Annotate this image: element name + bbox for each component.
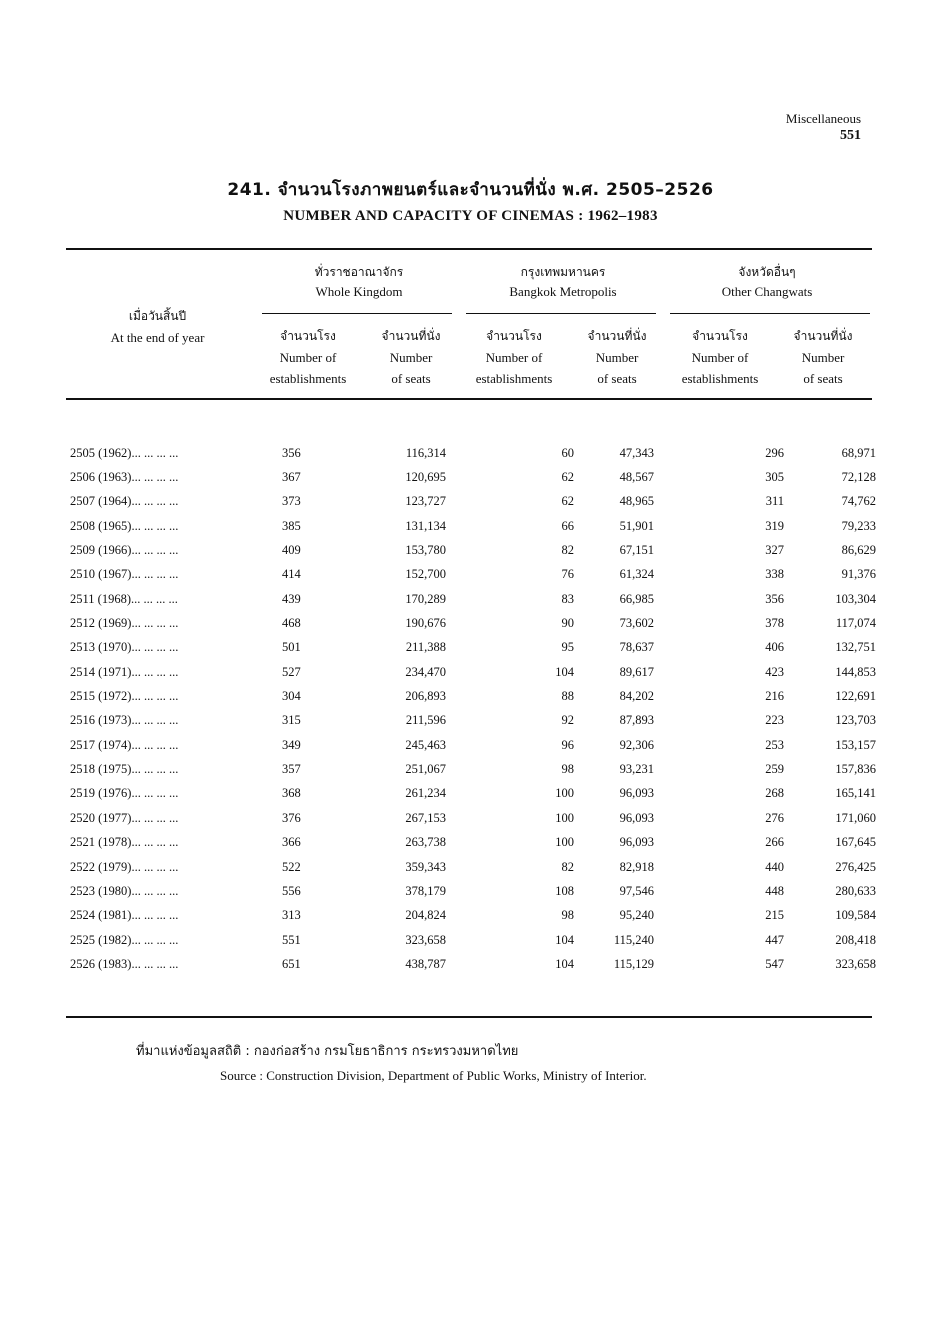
cell-wk-est: 376: [282, 810, 301, 825]
row-year: 2514 (1971)... ... ... ...: [70, 664, 179, 679]
table-row: [70, 587, 876, 611]
cell-oth-seats: 157,836: [835, 762, 876, 777]
page-header: [786, 110, 861, 144]
table-row: [70, 490, 876, 514]
cell-bkk-seats: 61,324: [619, 567, 654, 582]
cell-wk-seats: 245,463: [405, 737, 446, 752]
table-row: [70, 684, 876, 708]
cell-wk-seats: 323,658: [405, 932, 446, 947]
cell-oth-seats: 167,645: [835, 835, 876, 850]
cell-bkk-seats: 67,151: [619, 543, 654, 558]
cell-wk-est: 313: [282, 908, 301, 923]
cell-wk-est: 368: [282, 786, 301, 801]
cell-bkk-est: 96: [561, 737, 574, 752]
table-row: [70, 757, 876, 781]
cell-bkk-seats: 48,567: [619, 470, 654, 485]
cell-oth-est: 423: [765, 664, 784, 679]
cell-oth-est: 276: [765, 810, 784, 825]
cell-wk-seats: 170,289: [405, 591, 446, 606]
cell-bkk-est: 66: [561, 518, 574, 533]
row-year: 2519 (1976)... ... ... ...: [70, 786, 179, 801]
cell-bkk-est: 83: [561, 591, 574, 606]
row-year: 2518 (1975)... ... ... ...: [70, 762, 179, 777]
cell-oth-seats: 103,304: [835, 591, 876, 606]
table-row: [70, 538, 876, 562]
cell-oth-seats: 109,584: [835, 908, 876, 923]
row-year: 2525 (1982)... ... ... ...: [70, 932, 179, 947]
cell-wk-seats: 152,700: [405, 567, 446, 582]
cell-oth-seats: 208,418: [835, 932, 876, 947]
cell-wk-est: 468: [282, 616, 301, 631]
cell-oth-est: 305: [765, 470, 784, 485]
cell-wk-est: 556: [282, 883, 301, 898]
header-rule: [66, 398, 872, 400]
cell-wk-seats: 131,134: [405, 518, 446, 533]
cell-oth-seats: 91,376: [841, 567, 876, 582]
row-year: 2512 (1969)... ... ... ...: [70, 616, 179, 631]
row-year: 2524 (1981)... ... ... ...: [70, 908, 179, 923]
cell-bkk-seats: 96,093: [619, 835, 654, 850]
cell-oth-seats: 276,425: [835, 859, 876, 874]
cell-oth-est: 319: [765, 518, 784, 533]
cell-oth-est: 268: [765, 786, 784, 801]
table-row: [70, 952, 876, 976]
row-year: 2510 (1967)... ... ... ...: [70, 567, 179, 582]
group-rule-bangkok: [466, 313, 656, 314]
table-row: [70, 733, 876, 757]
table-row: [70, 514, 876, 538]
cell-bkk-seats: 115,129: [613, 956, 654, 971]
cell-wk-est: 356: [282, 445, 301, 460]
cell-wk-seats: 211,596: [405, 713, 446, 728]
cell-bkk-est: 62: [561, 494, 574, 509]
cell-bkk-seats: 96,093: [619, 786, 654, 801]
cell-oth-est: 311: [765, 494, 784, 509]
footer-rule: [66, 1016, 872, 1018]
cell-wk-seats: 378,179: [405, 883, 446, 898]
cell-bkk-est: 104: [555, 664, 574, 679]
cell-wk-seats: 263,738: [405, 835, 446, 850]
cell-bkk-seats: 87,893: [619, 713, 654, 728]
cell-bkk-seats: 82,918: [619, 859, 654, 874]
cell-bkk-est: 100: [555, 810, 574, 825]
cell-wk-seats: 120,695: [405, 470, 446, 485]
cell-wk-seats: 438,787: [405, 956, 446, 971]
cell-wk-est: 349: [282, 737, 301, 752]
cell-oth-est: 327: [765, 543, 784, 558]
cell-bkk-est: 82: [561, 859, 574, 874]
cell-oth-est: 266: [765, 835, 784, 850]
cell-bkk-est: 108: [555, 883, 574, 898]
cell-oth-seats: 323,658: [835, 956, 876, 971]
col-header-bkk-seats: จำนวนที่นั่ง Number of seats: [587, 329, 647, 386]
table-row: [70, 660, 876, 684]
cell-oth-est: 378: [765, 616, 784, 631]
cinema-data-table: [70, 441, 876, 977]
table-title-english: NUMBER AND CAPACITY OF CINEMAS : 1962–1983: [283, 208, 658, 224]
table-row: [70, 465, 876, 489]
row-year: 2520 (1977)... ... ... ...: [70, 810, 179, 825]
table-row: [70, 928, 876, 952]
cell-wk-est: 651: [282, 956, 301, 971]
row-year: 2526 (1983)... ... ... ...: [70, 956, 179, 971]
row-year: 2522 (1979)... ... ... ...: [70, 859, 179, 874]
cell-bkk-est: 100: [555, 835, 574, 850]
cell-wk-est: 439: [282, 591, 301, 606]
cell-wk-est: 414: [282, 567, 301, 582]
table-row: [70, 563, 876, 587]
cell-wk-est: 373: [282, 494, 301, 509]
cell-wk-seats: 204,824: [405, 908, 446, 923]
group-rule-other-changwats: [670, 313, 870, 314]
cell-oth-seats: 132,751: [835, 640, 876, 655]
cell-bkk-est: 98: [561, 762, 574, 777]
cell-wk-seats: 251,067: [405, 762, 446, 777]
year-header-thai: เมื่อวันสิ้นปี: [128, 309, 187, 323]
cell-oth-est: 253: [765, 737, 784, 752]
cell-bkk-est: 82: [561, 543, 574, 558]
cell-bkk-est: 104: [555, 932, 574, 947]
table-row: [70, 904, 876, 928]
col-header-wk-establishments: จำนวนโรง Number of establishments: [269, 329, 347, 386]
cell-bkk-seats: 47,343: [619, 445, 654, 460]
table-row: [70, 611, 876, 635]
cell-bkk-seats: 51,901: [619, 518, 654, 533]
row-year: 2513 (1970)... ... ... ...: [70, 640, 179, 655]
cell-oth-est: 356: [765, 591, 784, 606]
cell-wk-est: 366: [282, 835, 301, 850]
cell-bkk-est: 100: [555, 786, 574, 801]
cell-bkk-seats: 96,093: [619, 810, 654, 825]
cell-wk-est: 409: [282, 543, 301, 558]
cell-wk-seats: 206,893: [405, 689, 446, 704]
source-note-thai: ที่มาแห่งข้อมูลสถิติ : กองก่อสร้าง กรมโยธาธิการ กระทรวงมหาดไทย: [136, 1044, 519, 1059]
cell-oth-seats: 74,762: [841, 494, 876, 509]
cell-wk-seats: 261,234: [405, 786, 446, 801]
cell-wk-est: 527: [282, 664, 301, 679]
table-row: [70, 831, 876, 855]
cell-bkk-seats: 115,240: [613, 932, 654, 947]
cell-oth-est: 296: [765, 445, 784, 460]
row-year: 2509 (1966)... ... ... ...: [70, 543, 179, 558]
cell-oth-est: 440: [765, 859, 784, 874]
cell-bkk-seats: 66,985: [619, 591, 654, 606]
group-header-whole-kingdom: ทั่วราชอาณาจักร Whole Kingdom: [314, 265, 404, 299]
cell-bkk-seats: 92,306: [619, 737, 654, 752]
source-note-english: Source : Construction Division, Department of Public Works, Ministry of Interior.: [220, 1068, 647, 1083]
cell-bkk-seats: 78,637: [619, 640, 654, 655]
cell-oth-est: 338: [765, 567, 784, 582]
cell-bkk-seats: 73,602: [619, 616, 654, 631]
cell-oth-est: 447: [765, 932, 784, 947]
cell-wk-est: 357: [282, 762, 301, 777]
cell-bkk-est: 62: [561, 470, 574, 485]
cell-wk-seats: 190,676: [405, 616, 446, 631]
cell-oth-seats: 68,971: [841, 445, 876, 460]
cell-bkk-est: 60: [561, 445, 574, 460]
cell-bkk-est: 90: [561, 616, 574, 631]
cell-oth-seats: 165,141: [835, 786, 876, 801]
table-row: [70, 709, 876, 733]
cell-wk-est: 304: [282, 689, 301, 704]
table-row: [70, 441, 876, 465]
cell-oth-seats: 144,853: [835, 664, 876, 679]
cell-wk-est: 385: [282, 518, 301, 533]
cell-bkk-est: 98: [561, 908, 574, 923]
cell-bkk-seats: 84,202: [619, 689, 654, 704]
row-year: 2517 (1974)... ... ... ...: [70, 737, 179, 752]
cell-oth-est: 223: [765, 713, 784, 728]
row-year: 2521 (1978)... ... ... ...: [70, 835, 179, 850]
group-rule-whole-kingdom: [262, 313, 452, 314]
cell-bkk-est: 95: [561, 640, 574, 655]
cell-wk-est: 501: [282, 640, 301, 655]
cell-oth-est: 448: [765, 883, 784, 898]
cell-oth-seats: 153,157: [835, 737, 876, 752]
row-year: 2523 (1980)... ... ... ...: [70, 883, 179, 898]
cell-wk-seats: 123,727: [405, 494, 446, 509]
cell-wk-est: 315: [282, 713, 301, 728]
cell-oth-est: 215: [765, 908, 784, 923]
page-number: 551: [840, 128, 861, 143]
top-rule: [66, 248, 872, 250]
cell-wk-est: 367: [282, 470, 301, 485]
cell-bkk-seats: 95,240: [619, 908, 654, 923]
col-header-wk-seats: จำนวนที่นั่ง Number of seats: [381, 329, 441, 386]
cell-wk-seats: 359,343: [405, 859, 446, 874]
year-header-english: At the end of year: [110, 330, 205, 345]
cell-oth-seats: 86,629: [841, 543, 876, 558]
row-year: 2515 (1972)... ... ... ...: [70, 689, 179, 704]
cell-bkk-est: 88: [561, 689, 574, 704]
cell-oth-est: 259: [765, 762, 784, 777]
cell-oth-seats: 123,703: [835, 713, 876, 728]
cell-oth-seats: 122,691: [835, 689, 876, 704]
table-row: [70, 806, 876, 830]
cell-wk-est: 522: [282, 859, 301, 874]
cell-wk-seats: 267,153: [405, 810, 446, 825]
row-year: 2507 (1964)... ... ... ...: [70, 494, 179, 509]
cell-oth-seats: 79,233: [841, 518, 876, 533]
cell-bkk-est: 92: [561, 713, 574, 728]
cell-wk-seats: 116,314: [405, 445, 446, 460]
year-column-header: [70, 305, 245, 349]
table-row: [70, 782, 876, 806]
table-row: [70, 855, 876, 879]
cell-wk-seats: 211,388: [405, 640, 446, 655]
cell-bkk-seats: 93,231: [619, 762, 654, 777]
table-row: [70, 636, 876, 660]
cell-wk-seats: 153,780: [405, 543, 446, 558]
cell-wk-seats: 234,470: [405, 664, 446, 679]
cell-bkk-seats: 48,965: [619, 494, 654, 509]
table-row: [70, 879, 876, 903]
cell-oth-est: 547: [765, 956, 784, 971]
row-year: 2516 (1973)... ... ... ...: [70, 713, 179, 728]
row-year: 2506 (1963)... ... ... ...: [70, 470, 179, 485]
cell-oth-seats: 280,633: [835, 883, 876, 898]
table-title-thai: 241. จำนวนโรงภาพยนตร์และจำนวนที่นั่ง พ.ศ. 2505–2526: [227, 180, 714, 200]
cell-wk-est: 551: [282, 932, 301, 947]
row-year: 2505 (1962)... ... ... ...: [70, 445, 179, 460]
cell-bkk-seats: 89,617: [619, 664, 654, 679]
cell-bkk-est: 76: [561, 567, 574, 582]
cell-bkk-est: 104: [555, 956, 574, 971]
row-year: 2511 (1968)... ... ... ...: [70, 591, 178, 606]
col-header-oth-seats: จำนวนที่นั่ง Number of seats: [793, 329, 853, 386]
cell-oth-seats: 171,060: [835, 810, 876, 825]
cell-oth-est: 216: [765, 689, 784, 704]
col-header-oth-establishments: จำนวนโรง Number of establishments: [681, 329, 759, 386]
cell-oth-est: 406: [765, 640, 784, 655]
col-header-bkk-establishments: จำนวนโรง Number of establishments: [475, 329, 553, 386]
cell-bkk-seats: 97,546: [619, 883, 654, 898]
section-name: Miscellaneous: [785, 111, 861, 126]
group-header-bangkok: กรุงเทพมหานคร Bangkok Metropolis: [509, 265, 617, 299]
group-header-other-changwats: จังหวัดอื่นๆ Other Changwats: [721, 265, 813, 299]
row-year: 2508 (1965)... ... ... ...: [70, 518, 179, 533]
cell-oth-seats: 72,128: [841, 470, 876, 485]
cell-oth-seats: 117,074: [835, 616, 876, 631]
